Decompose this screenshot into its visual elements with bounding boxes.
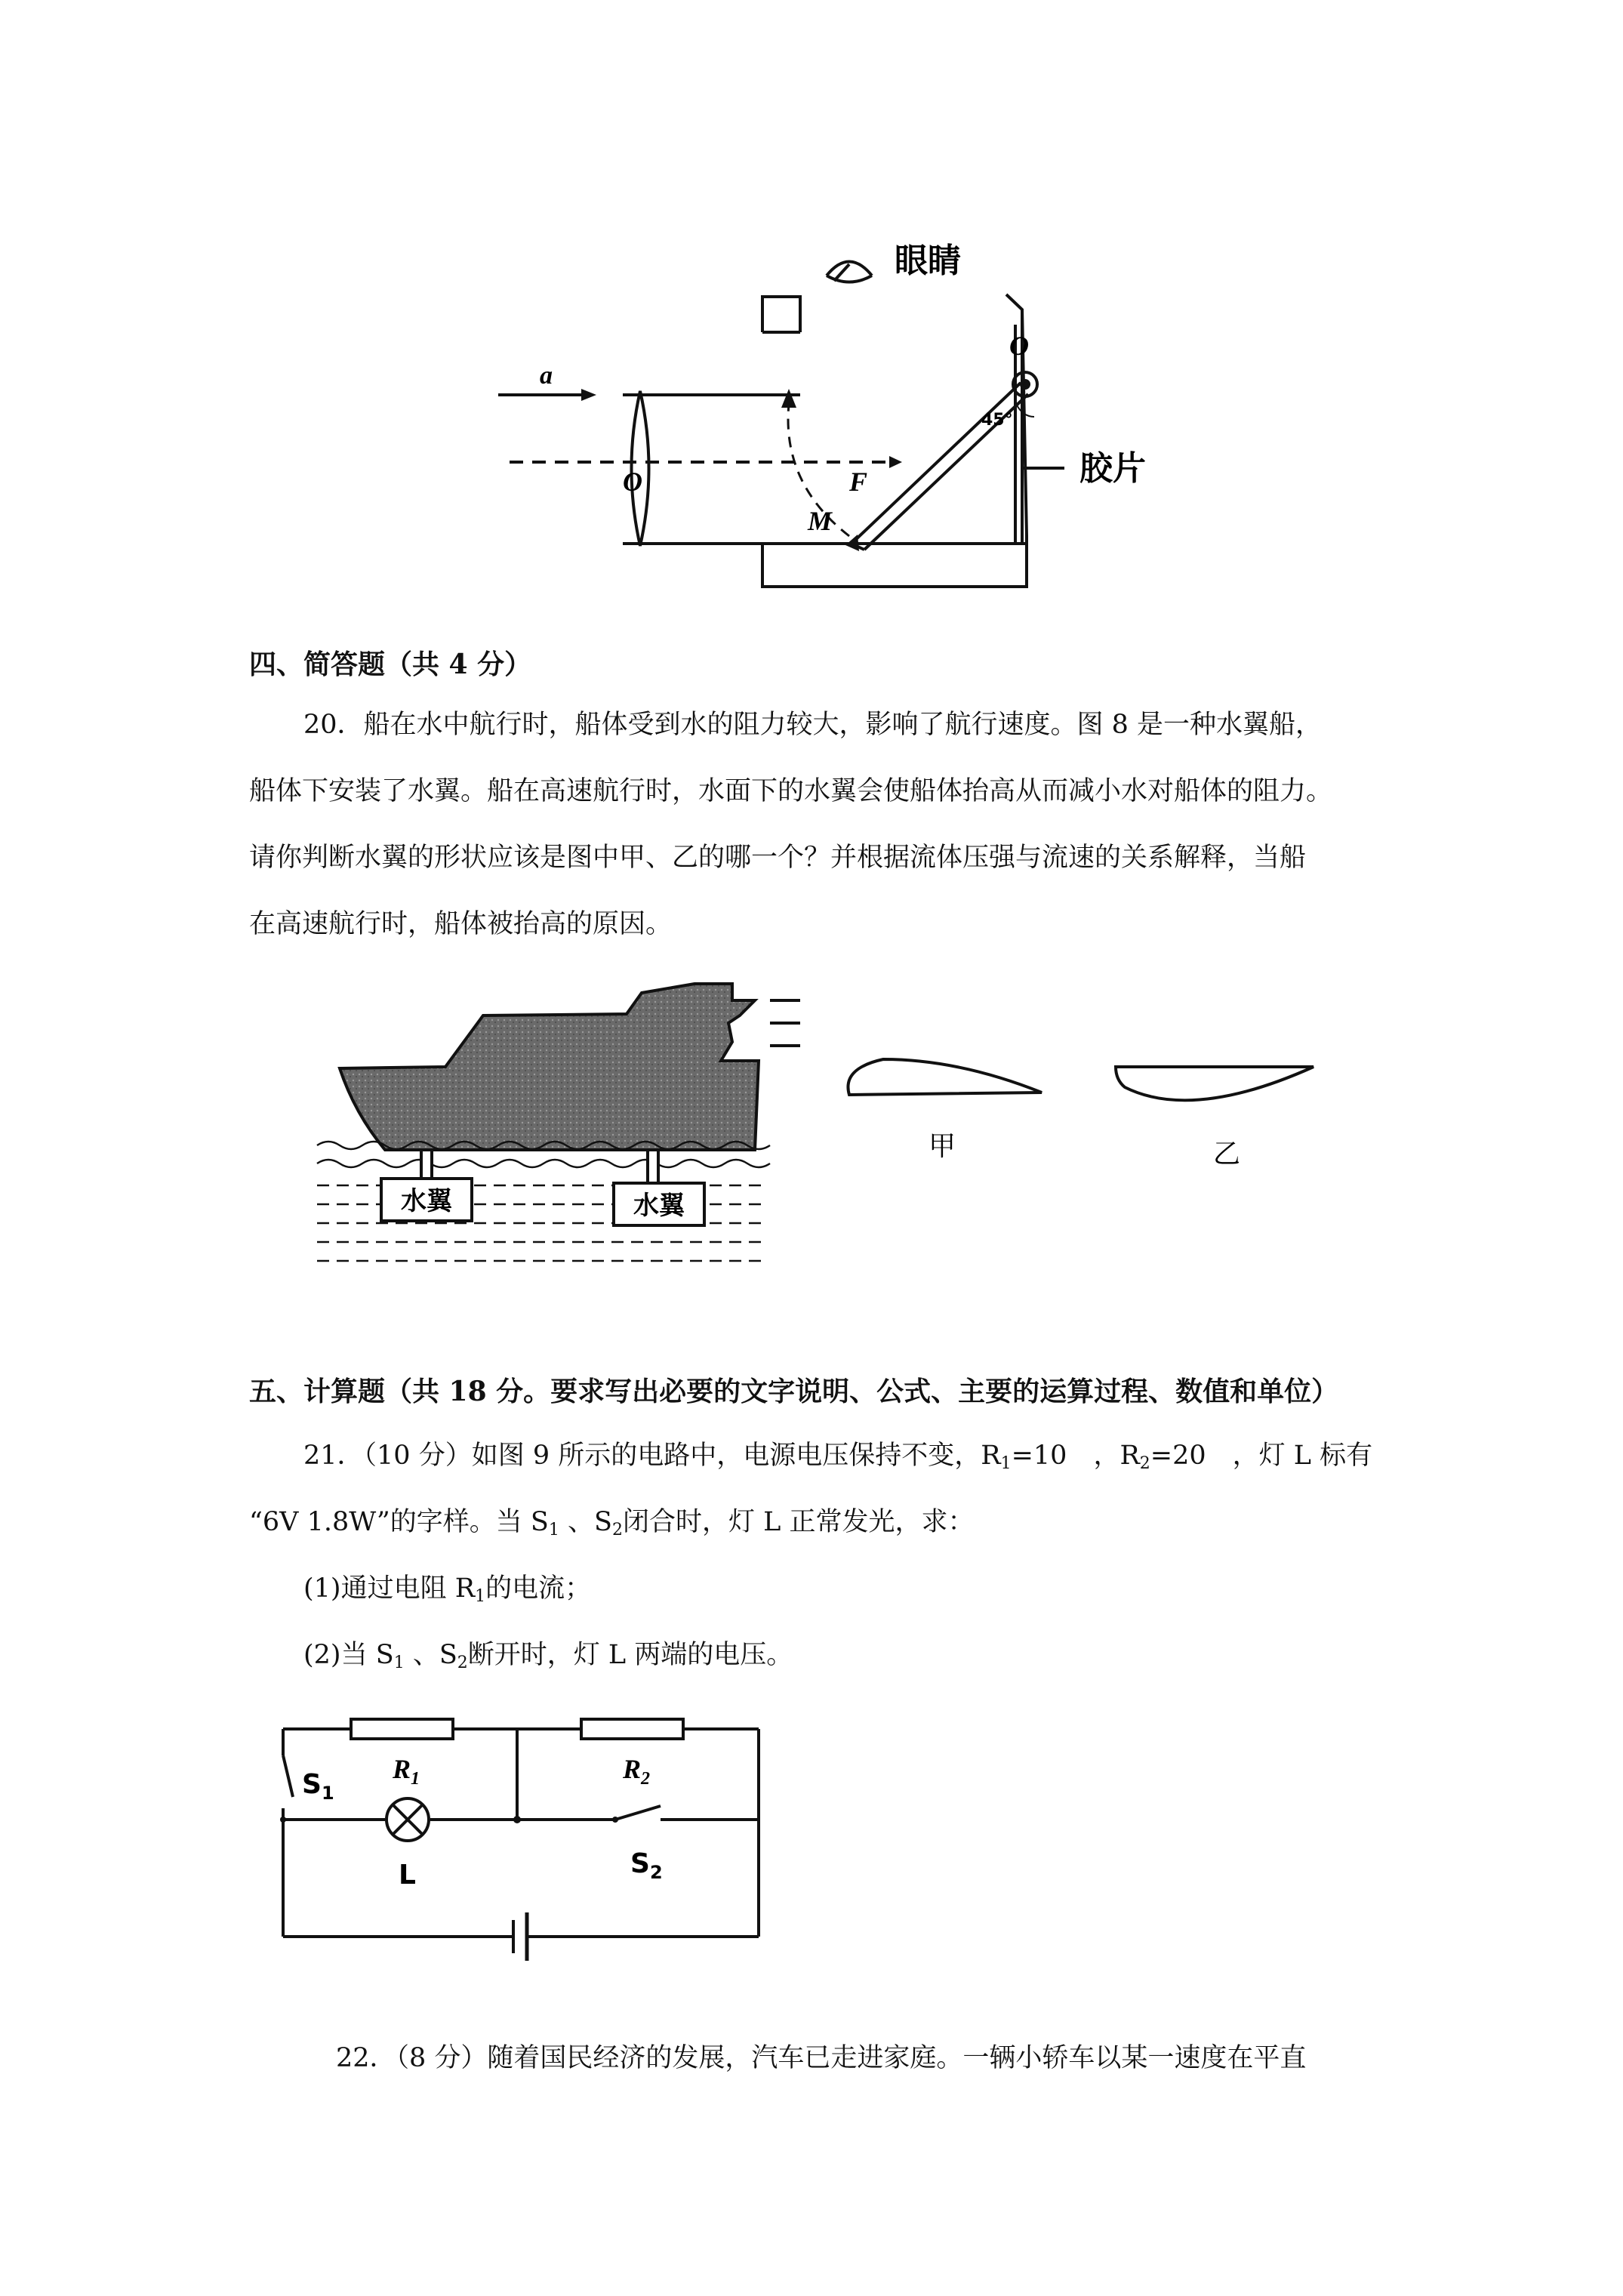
wing-label-left: 水翼 bbox=[401, 1186, 452, 1216]
subq1-text: (1)通过电阻 R bbox=[303, 1573, 476, 1604]
r1-value: =10 ，R bbox=[1011, 1441, 1140, 1471]
label-lamp: L bbox=[399, 1860, 416, 1891]
resistor-r1 bbox=[351, 1719, 453, 1739]
q21-intro: 21．（10 分）如图 9 所示的电路中，电源电压保持不变，R bbox=[303, 1441, 1001, 1471]
eye-label: 眼睛 bbox=[895, 242, 961, 280]
label-o-pivot: O bbox=[1009, 331, 1029, 361]
q22-line-1: 22．（8 分）随着国民经济的发展，汽车已走进家庭。一辆小轿车以某一速度在平直 bbox=[336, 2043, 1307, 2073]
resistor-r2 bbox=[581, 1719, 683, 1739]
q21-line-2 bbox=[249, 1501, 974, 1539]
eye-icon bbox=[827, 262, 872, 276]
circuit-diagram bbox=[257, 1703, 785, 1967]
camera-diagram-svg bbox=[483, 219, 1146, 612]
s2-sub: 2 bbox=[611, 1521, 623, 1539]
hydrofoil-diagram-svg bbox=[310, 970, 1329, 1272]
q21-condition: 闭合时，灯 L 正常发光，求： bbox=[622, 1507, 975, 1537]
q20-line-4: 在高速航行时，船体被抬高的原因。 bbox=[249, 909, 673, 939]
boat-hull bbox=[340, 984, 759, 1150]
subq2-s1-sub: 1 bbox=[393, 1653, 405, 1672]
r1-sub: 1 bbox=[1000, 1454, 1012, 1473]
label-f: F bbox=[849, 467, 868, 497]
foil-label-b: 乙 bbox=[1212, 1139, 1241, 1170]
label-a: a bbox=[540, 362, 553, 390]
q21-subq-2 bbox=[303, 1634, 793, 1672]
hydrofoil-diagram bbox=[310, 970, 1329, 1272]
label-s2: $S_2$ bbox=[630, 1848, 663, 1883]
q20-line-2: 船体下安装了水翼。船在高速航行时，水面下的水翼会使船体抬高从而减小水对船体的阻力。 bbox=[249, 776, 1333, 806]
circuit-diagram-svg bbox=[257, 1703, 785, 1967]
r2-value: =20 ，灯 L 标有 bbox=[1150, 1441, 1373, 1471]
subq2-tail: 断开时，灯 L 两端的电压。 bbox=[467, 1640, 793, 1670]
switch-s1 bbox=[283, 1755, 293, 1797]
foil-shape-b bbox=[1116, 1067, 1313, 1100]
q21-line-1 bbox=[303, 1435, 1372, 1472]
r2-sub: 2 bbox=[1139, 1454, 1150, 1473]
q21-lamp-spec: “6V 1.8W”的字样。当 S bbox=[249, 1507, 549, 1537]
label-r2: $R_2$ bbox=[623, 1754, 651, 1789]
wing-label-right: 水翼 bbox=[633, 1191, 685, 1221]
label-angle: 45° bbox=[981, 411, 1013, 430]
label-s1: $S_1$ bbox=[302, 1769, 334, 1804]
s1-sub: 1 bbox=[548, 1521, 559, 1539]
subq2-s2-sub: 2 bbox=[457, 1653, 468, 1672]
camera-diagram bbox=[483, 219, 1146, 612]
q20-line-3: 请你判断水翼的形状应该是图中甲、乙的哪一个？并根据流体压强与流速的关系解释，当船 bbox=[249, 843, 1307, 873]
foil-label-a: 甲 bbox=[928, 1131, 956, 1162]
subq1-tail: 的电流； bbox=[485, 1573, 592, 1604]
arrow-a-head bbox=[581, 389, 596, 401]
section4-heading: 四、简答题（共 4 分） bbox=[249, 649, 532, 680]
subq2-sep: 、S bbox=[404, 1640, 457, 1670]
foil-shape-a bbox=[848, 1059, 1042, 1095]
film-label: 胶片 bbox=[1079, 449, 1146, 488]
subq1-sub: 1 bbox=[475, 1587, 486, 1606]
battery-icon bbox=[513, 1912, 527, 1961]
q21-sep: 、S bbox=[559, 1507, 612, 1537]
q21-subq-1 bbox=[303, 1567, 591, 1605]
label-o-lens: O bbox=[623, 467, 642, 497]
switch-s2 bbox=[615, 1806, 661, 1820]
label-r1: $R_1$ bbox=[393, 1754, 420, 1789]
section5-heading: 五、计算题（共 18 分。要求写出必要的文字说明、公式、主要的运算过程、数值和单位） bbox=[249, 1376, 1339, 1407]
subq2-text: (2)当 S bbox=[303, 1640, 394, 1670]
label-m: M bbox=[808, 506, 833, 536]
q20-line-1: 20．船在水中航行时，船体受到水的阻力较大，影响了航行速度。图 8 是一种水翼船， bbox=[303, 710, 1323, 740]
